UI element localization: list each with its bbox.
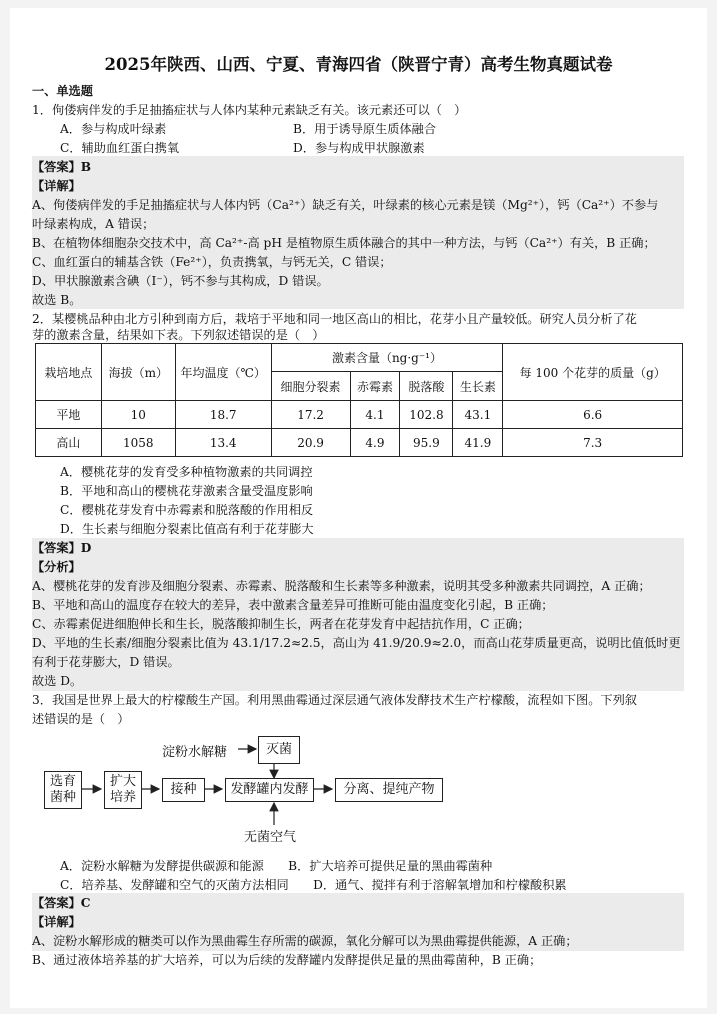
fermentation-flowchart — [40, 733, 460, 848]
q2-stem: 芽的激素含量，结果如下表。下列叙述错误的是（ ） — [32, 328, 325, 342]
q2-explain-line: A、樱桃花芽的发育涉及细胞分裂素、赤霉素、脱落酸和生长素等多种激素，说明其受多种激素共同调控，A 正确； — [32, 579, 651, 593]
flow-label-starch-sugar: 淀粉水解糖 — [162, 745, 228, 760]
q1-explain-line: A、佝偻病伴发的手足抽搐症状与人体内钙（Ca²⁺）缺乏有关，叶绿素的核心元素是镁（Mg²⁺），钙（Ca²⁺）不参与 — [32, 198, 659, 212]
table-cell: 102.8 — [400, 401, 453, 429]
flow-box-select-strain — [44, 771, 82, 809]
flow-box-sterilize: 灭菌 — [258, 736, 300, 764]
table-row — [36, 429, 683, 457]
flow-box-text: 菌种 — [49, 790, 76, 805]
hormone-table — [35, 343, 683, 457]
q1-option-d: D．参与构成甲状腺激素 — [293, 141, 425, 155]
table-subheader: 赤霉素 — [350, 372, 400, 401]
q1-explain-heading: 【详解】 — [32, 179, 81, 193]
table-subheader: 脱落酸 — [400, 372, 453, 401]
section-heading: 一、单选题 — [32, 84, 93, 98]
table-header-site: 栽培地点 — [36, 344, 102, 401]
table-subheader: 细胞分裂素 — [271, 372, 350, 401]
flow-box-expand-culture — [104, 771, 142, 809]
q1-explain-line: D、甲状腺激素含碘（I⁻），钙不参与其构成，D 错误。 — [32, 274, 329, 288]
table-cell: 18.7 — [175, 401, 271, 429]
q2-option-b: B．平地和高山的樱桃花芽激素含量受温度影响 — [60, 484, 313, 498]
table-cell: 4.1 — [350, 401, 400, 429]
q3-explain-line: B、通过液体培养基的扩大培养，可以为后续的发酵罐内发酵提供足量的黑曲霉菌种，B 正确； — [32, 953, 542, 967]
flow-box-ferment: 发酵罐内发酵 — [225, 778, 314, 802]
flow-label-sterile-air: 无菌空气 — [244, 830, 297, 845]
table-cell: 17.2 — [271, 401, 350, 429]
table-cell: 13.4 — [175, 429, 271, 457]
table-subheader: 生长素 — [453, 372, 503, 401]
flow-box-separate: 分离、提纯产物 — [335, 778, 443, 802]
table-cell: 10 — [101, 401, 175, 429]
q1-explain-line: B、在植物体细胞杂交技术中，高 Ca²⁺-高 pH 是植物原生质体融合的其中一种方法，与钙（Ca²⁺）有关，B 正确； — [32, 236, 656, 250]
table-cell: 95.9 — [400, 429, 453, 457]
q1-option-a: A．参与构成叶绿素 — [60, 122, 167, 136]
q3-stem: 述错误的是（ ） — [32, 712, 130, 726]
flow-box-text: 选育 — [49, 774, 76, 789]
table-row — [36, 401, 683, 429]
q2-explain-line: 有利于花芽膨大，D 错误。 — [32, 655, 180, 669]
table-header-temperature: 年均温度（℃） — [175, 344, 271, 401]
table-header-altitude: 海拔（m） — [101, 344, 175, 401]
q2-answer: 【答案】D — [32, 541, 92, 555]
page-title: 2025年陕西、山西、宁夏、青海四省（陕晋宁青）高考生物真题试卷 — [104, 55, 613, 74]
table-cell: 20.9 — [271, 429, 350, 457]
q2-option-a: A．樱桃花芽的发育受多种植物激素的共同调控 — [60, 465, 313, 479]
q3-stem: 3．我国是世界上最大的柠檬酸生产国。利用黑曲霉通过深层通气液体发酵技术生产柠檬酸，流程如下图。下列叙 — [32, 693, 637, 707]
q1-explain-line: 叶绿素构成，A 错误； — [32, 217, 155, 231]
q3-answer: 【答案】C — [32, 896, 91, 910]
flow-box-inoculate: 接种 — [162, 778, 205, 802]
q2-explain-line: D、平地的生长素/细胞分裂素比值为 43.1/17.2≈2.5，高山为 41.9/20.9≈2.0，而高山花芽质量更高，说明比值低时更 — [32, 636, 681, 650]
q2-explain-line: C、赤霉素促进细胞伸长和生长，脱落酸抑制生长，两者在花芽发育中起拮抗作用，C 正确； — [32, 617, 530, 631]
flow-box-text: 扩大 — [109, 774, 136, 789]
q3-options-ab: A．淀粉水解糖为发酵提供碳源和能源 B．扩大培养可提供足量的黑曲霉菌种 — [60, 859, 493, 873]
q2-explain-line: B、平地和高山的温度存在较大的差异，表中激素含量差异可推断可能由温度变化引起，B 正确； — [32, 598, 554, 612]
table-cell: 41.9 — [453, 429, 503, 457]
table-header-bud-mass: 每 100 个花芽的质量（g） — [503, 344, 683, 401]
q1-stem: 1．佝偻病伴发的手足抽搐症状与人体内某种元素缺乏有关。该元素还可以（ ） — [32, 103, 467, 117]
q1-option-b: B．用于诱导原生质体融合 — [293, 122, 437, 136]
table-cell: 43.1 — [453, 401, 503, 429]
q3-explain-heading: 【详解】 — [32, 915, 81, 929]
q1-explain-line: 故选 B。 — [32, 293, 82, 307]
flow-box-text: 培养 — [109, 790, 136, 805]
table-cell: 7.3 — [503, 429, 683, 457]
exam-page — [10, 8, 707, 1008]
table-cell: 高山 — [36, 429, 102, 457]
q3-explain-line: A、淀粉水解形成的糖类可以作为黑曲霉生存所需的碳源，氧化分解可以为黑曲霉提供能源，A 正确； — [32, 934, 578, 948]
q1-explain-line: C、血红蛋白的辅基含铁（Fe²⁺），负责携氧，与钙无关，C 错误； — [32, 255, 392, 269]
table-cell: 1058 — [101, 429, 175, 457]
table-cell: 4.9 — [350, 429, 400, 457]
q2-analysis-heading: 【分析】 — [32, 560, 81, 574]
q2-stem: 2．某樱桃品种由北方引种到南方后，栽培于平地和同一地区高山的相比，花芽小且产量较低。研究人员分析了花 — [32, 312, 637, 326]
q2-explain-line: 故选 D。 — [32, 674, 83, 688]
table-header-hormone: 激素含量（ng·g⁻¹） — [271, 344, 503, 372]
q3-options-cd: C．培养基、发酵罐和空气的灭菌方法相同 D．通气、搅拌有利于溶解氧增加和柠檬酸积累 — [60, 878, 567, 892]
q2-option-c: C．樱桃花芽发育中赤霉素和脱落酸的作用相反 — [60, 503, 314, 517]
q1-answer: 【答案】B — [32, 160, 92, 174]
table-cell: 平地 — [36, 401, 102, 429]
q2-option-d: D．生长素与细胞分裂素比值高有利于花芽膨大 — [60, 522, 314, 536]
q1-option-c: C．辅助血红蛋白携氧 — [60, 141, 180, 155]
table-cell: 6.6 — [503, 401, 683, 429]
